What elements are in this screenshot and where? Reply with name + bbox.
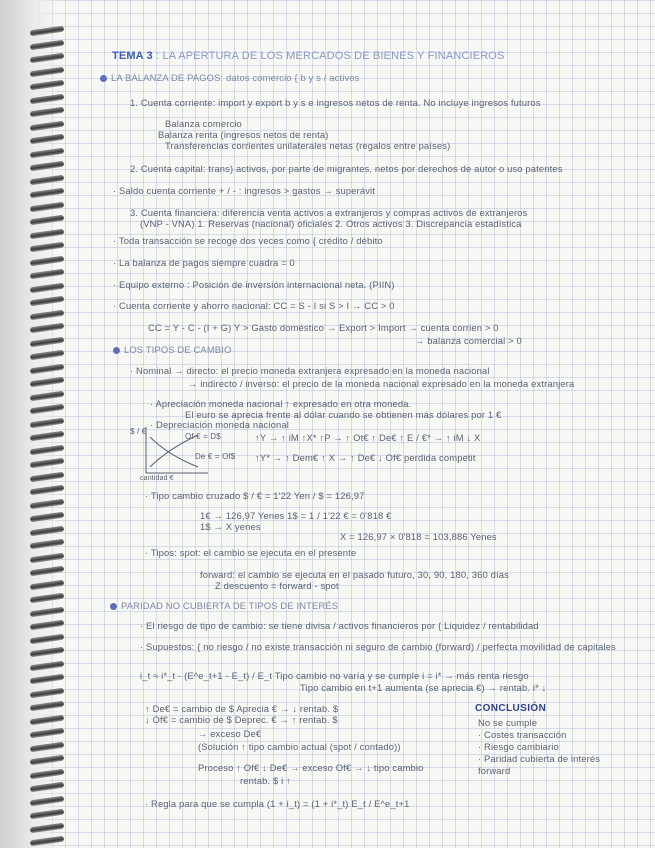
spiral-ring xyxy=(30,647,65,658)
spiral-ring xyxy=(30,444,65,455)
note-line: · Saldo cuenta corriente + / - : ingresos > gastos → superávit xyxy=(113,185,376,196)
spiral-ring xyxy=(30,471,65,482)
spiral-ring xyxy=(30,255,65,266)
note-line: 1€ → 126,97 Yenes 1$ = 1 / 1'22 € = 0'818 € xyxy=(200,510,392,521)
spiral-ring xyxy=(30,147,65,158)
spiral-ring xyxy=(30,701,65,712)
spiral-ring xyxy=(30,215,65,226)
spiral-ring xyxy=(30,714,65,725)
title-label: TEMA 3 xyxy=(112,50,153,62)
spiral-ring xyxy=(30,768,65,779)
note-line: · Cuenta corriente y ahorro nacional: CC = S - I si S > I → CC > 0 xyxy=(113,300,395,311)
spiral-ring xyxy=(30,809,65,820)
note-line: Balanza comercio xyxy=(165,118,242,129)
note-line: Proceso ↑ Of€ ↓ De€ → exceso Of€ → ↓ tipo cambio xyxy=(198,762,424,773)
page-title xyxy=(112,50,505,62)
bullet-icon xyxy=(113,347,120,354)
note-line: 3. Cuenta financiera: diferencia venta activos a extranjeros y compras activos de extranjeros xyxy=(130,207,528,218)
spiral-ring xyxy=(30,687,65,698)
bullet-icon xyxy=(100,75,107,82)
note-line: ↑ De€ = cambio de $ Aprecia € → ↓ rentab. $ xyxy=(145,703,339,714)
note-line: Z descuento = forward - spot xyxy=(215,580,339,591)
note-line: · Supuestos: { no riesgo / no existe transacción ni seguro de cambio (forward) / perfecta movilidad de capitales xyxy=(140,641,616,652)
spiral-ring xyxy=(30,525,65,536)
spiral-ring xyxy=(30,660,65,671)
spiral-ring xyxy=(30,66,65,77)
note-line: · Depreciación moneda nacional xyxy=(150,419,289,430)
graph-axis-x-label: cantidad € xyxy=(140,475,174,482)
spiral-binding xyxy=(0,0,60,848)
spiral-ring xyxy=(30,485,65,496)
note-line: X = 126,97 × 0'818 = 103,886 Yenes xyxy=(340,531,497,542)
note-line: 1. Cuenta corriente: import y export b y s e ingresos netos de renta. No incluye ingresos futuros xyxy=(130,97,541,108)
note-line: · Toda transacción se recoge dos veces como { crédito / débito xyxy=(113,235,383,246)
spiral-ring xyxy=(30,498,65,509)
spiral-ring xyxy=(30,377,65,388)
spiral-ring xyxy=(30,161,65,172)
note-line: · Regla para que se cumpla (1 + i_t) = (1 + i*_t) E_t / E^e_t+1 xyxy=(145,798,410,809)
spiral-ring xyxy=(30,417,65,428)
note-line: (Solución ↑ tipo cambio actual (spot / contado)) xyxy=(198,741,401,752)
spiral-ring xyxy=(30,782,65,793)
conclusion-title: CONCLUSIÓN xyxy=(475,703,547,714)
spiral-ring xyxy=(30,836,65,847)
spiral-ring xyxy=(30,404,65,415)
note-line: · La balanza de pagos siempre cuadra = 0 xyxy=(113,257,295,268)
note-line: 2. Cuenta capital: trans) activos, por parte de migrantes, netos por derechos de autor o uso patentes xyxy=(130,163,563,174)
spiral-ring xyxy=(30,80,65,91)
note-line: Transferencias corrientes unilaterales netas (regalos entre países) xyxy=(165,140,451,151)
bullet-icon xyxy=(110,603,117,610)
spiral-ring xyxy=(30,755,65,766)
conclusion-item: · Costes transacción xyxy=(478,729,567,740)
section-paridad: PARIDAD NO CUBIERTA DE TIPOS DE INTERÉS xyxy=(110,600,338,611)
graph-demand-label: De € = Of$ xyxy=(195,452,236,461)
spiral-ring xyxy=(30,107,65,118)
spiral-ring xyxy=(30,458,65,469)
spiral-ring xyxy=(30,741,65,752)
title-rest: : LA APERTURA DE LOS MERCADOS DE BIENES Y FINANCIEROS xyxy=(156,50,505,62)
demand-curve xyxy=(150,437,198,467)
spiral-ring xyxy=(30,363,65,374)
note-line: · Nominal → directo: el precio moneda extranjera expresado en la moneda nacional xyxy=(130,365,490,376)
note-line: ↓ Of€ = cambio de $ Deprec. € → ↑ rentab. $ xyxy=(145,714,338,725)
spiral-ring xyxy=(30,309,65,320)
spiral-ring xyxy=(30,512,65,523)
note-line: forward: el cambio se ejecuta en el pasado futuro, 30, 90, 180, 360 días xyxy=(200,569,509,580)
graph-axis-y-label: $ / € xyxy=(130,427,147,436)
section-tipos-cambio: LOS TIPOS DE CAMBIO xyxy=(113,344,231,355)
note-line: (VNP - VNA) 1. Reservas (nacional) oficiales 2. Otros activos 3. Discrepancia estadística xyxy=(140,218,522,229)
spiral-ring xyxy=(30,134,65,145)
conclusion-item: · Riesgo cambiario xyxy=(478,741,559,752)
spiral-ring xyxy=(30,633,65,644)
note-line: · El riesgo de tipo de cambio: se tiene divisa / activos financieros por { Liquidez / rentabilidad xyxy=(140,620,539,631)
spiral-ring xyxy=(30,350,65,361)
note-line: 1$ → X yenes xyxy=(200,521,261,532)
spiral-ring xyxy=(30,579,65,590)
note-line: Balanza renta (ingresos netos de renta) xyxy=(158,129,329,140)
note-line: → exceso De€ xyxy=(198,728,262,739)
spiral-ring xyxy=(30,39,65,50)
note-line: CC = Y - C - (I + G) Y > Gasto doméstico → Export > Import → cuenta corrien > 0 xyxy=(148,322,499,333)
spiral-ring xyxy=(30,282,65,293)
note-line: · Apreciación moneda nacional ↑ expresado en otra moneda. xyxy=(150,398,412,409)
spiral-ring xyxy=(30,228,65,239)
spiral-ring xyxy=(30,323,65,334)
conclusion-item: No se cumple xyxy=(478,717,538,728)
note-line: i_t ≈ i*_t - (E^e_t+1 - E_t) / E_t Tipo cambio no varía y se cumple i = i* → más renta riesgo xyxy=(140,670,529,681)
spiral-ring xyxy=(30,174,65,185)
section-balanza-pagos: LA BALANZA DE PAGOS: datos comercio { b y s / activos xyxy=(100,72,360,83)
note-line: → indirecto / inverso: el precio de la moneda nacional expresado en la moneda extranjera xyxy=(188,378,575,389)
note-line: ↑Y* → ↑ Dem€ ↑ X → ↑ De€ ↓ Of€ perdida competit xyxy=(255,452,476,463)
spiral-ring xyxy=(30,269,65,280)
spiral-ring xyxy=(30,201,65,212)
spiral-ring xyxy=(30,53,65,64)
spiral-ring xyxy=(30,431,65,442)
spiral-ring xyxy=(30,539,65,550)
spiral-ring xyxy=(30,620,65,631)
note-line: ↑Y → ↑ iM ↑X* ↑P → ↑ Ot€ ↑ De€ ↑ E / €* → ↑ iM ↓ X xyxy=(255,432,481,443)
spiral-ring xyxy=(30,242,65,253)
spiral-ring xyxy=(30,674,65,685)
spiral-ring xyxy=(30,93,65,104)
spiral-ring xyxy=(30,26,65,37)
note-line: → balanza comercial > 0 xyxy=(415,335,522,346)
spiral-ring xyxy=(30,336,65,347)
spiral-ring xyxy=(30,552,65,563)
spiral-ring xyxy=(30,296,65,307)
note-line: · Equipo externo : Posición de inversión internacional neta. (PIIN) xyxy=(113,279,395,290)
note-line: Tipo cambio en t+1 aumenta (se aprecia €) → rentab. i* ↓ xyxy=(300,682,547,693)
spiral-ring xyxy=(30,188,65,199)
note-line: rentab. $ i ↑ xyxy=(240,775,291,786)
conclusion-item: · Paridad cubierta de interés forward xyxy=(478,753,601,776)
spiral-ring xyxy=(30,728,65,739)
spiral-ring xyxy=(30,566,65,577)
note-line: · Tipos: spot: el cambio se ejecuta en el presente xyxy=(145,547,357,558)
spiral-ring xyxy=(30,606,65,617)
spiral-ring xyxy=(30,390,65,401)
note-line: · Tipo cambio cruzado $ / € = 1'22 Yen / $ = 126,97 xyxy=(145,490,365,501)
spiral-ring xyxy=(30,120,65,131)
spiral-ring xyxy=(30,822,65,833)
spiral-ring xyxy=(30,593,65,604)
graph-supply-label: Of € = D$ xyxy=(185,432,221,441)
spiral-ring xyxy=(30,795,65,806)
note-line: El euro se aprecia frente al dólar cuando se obtienen más dólares por 1 € xyxy=(185,409,502,420)
